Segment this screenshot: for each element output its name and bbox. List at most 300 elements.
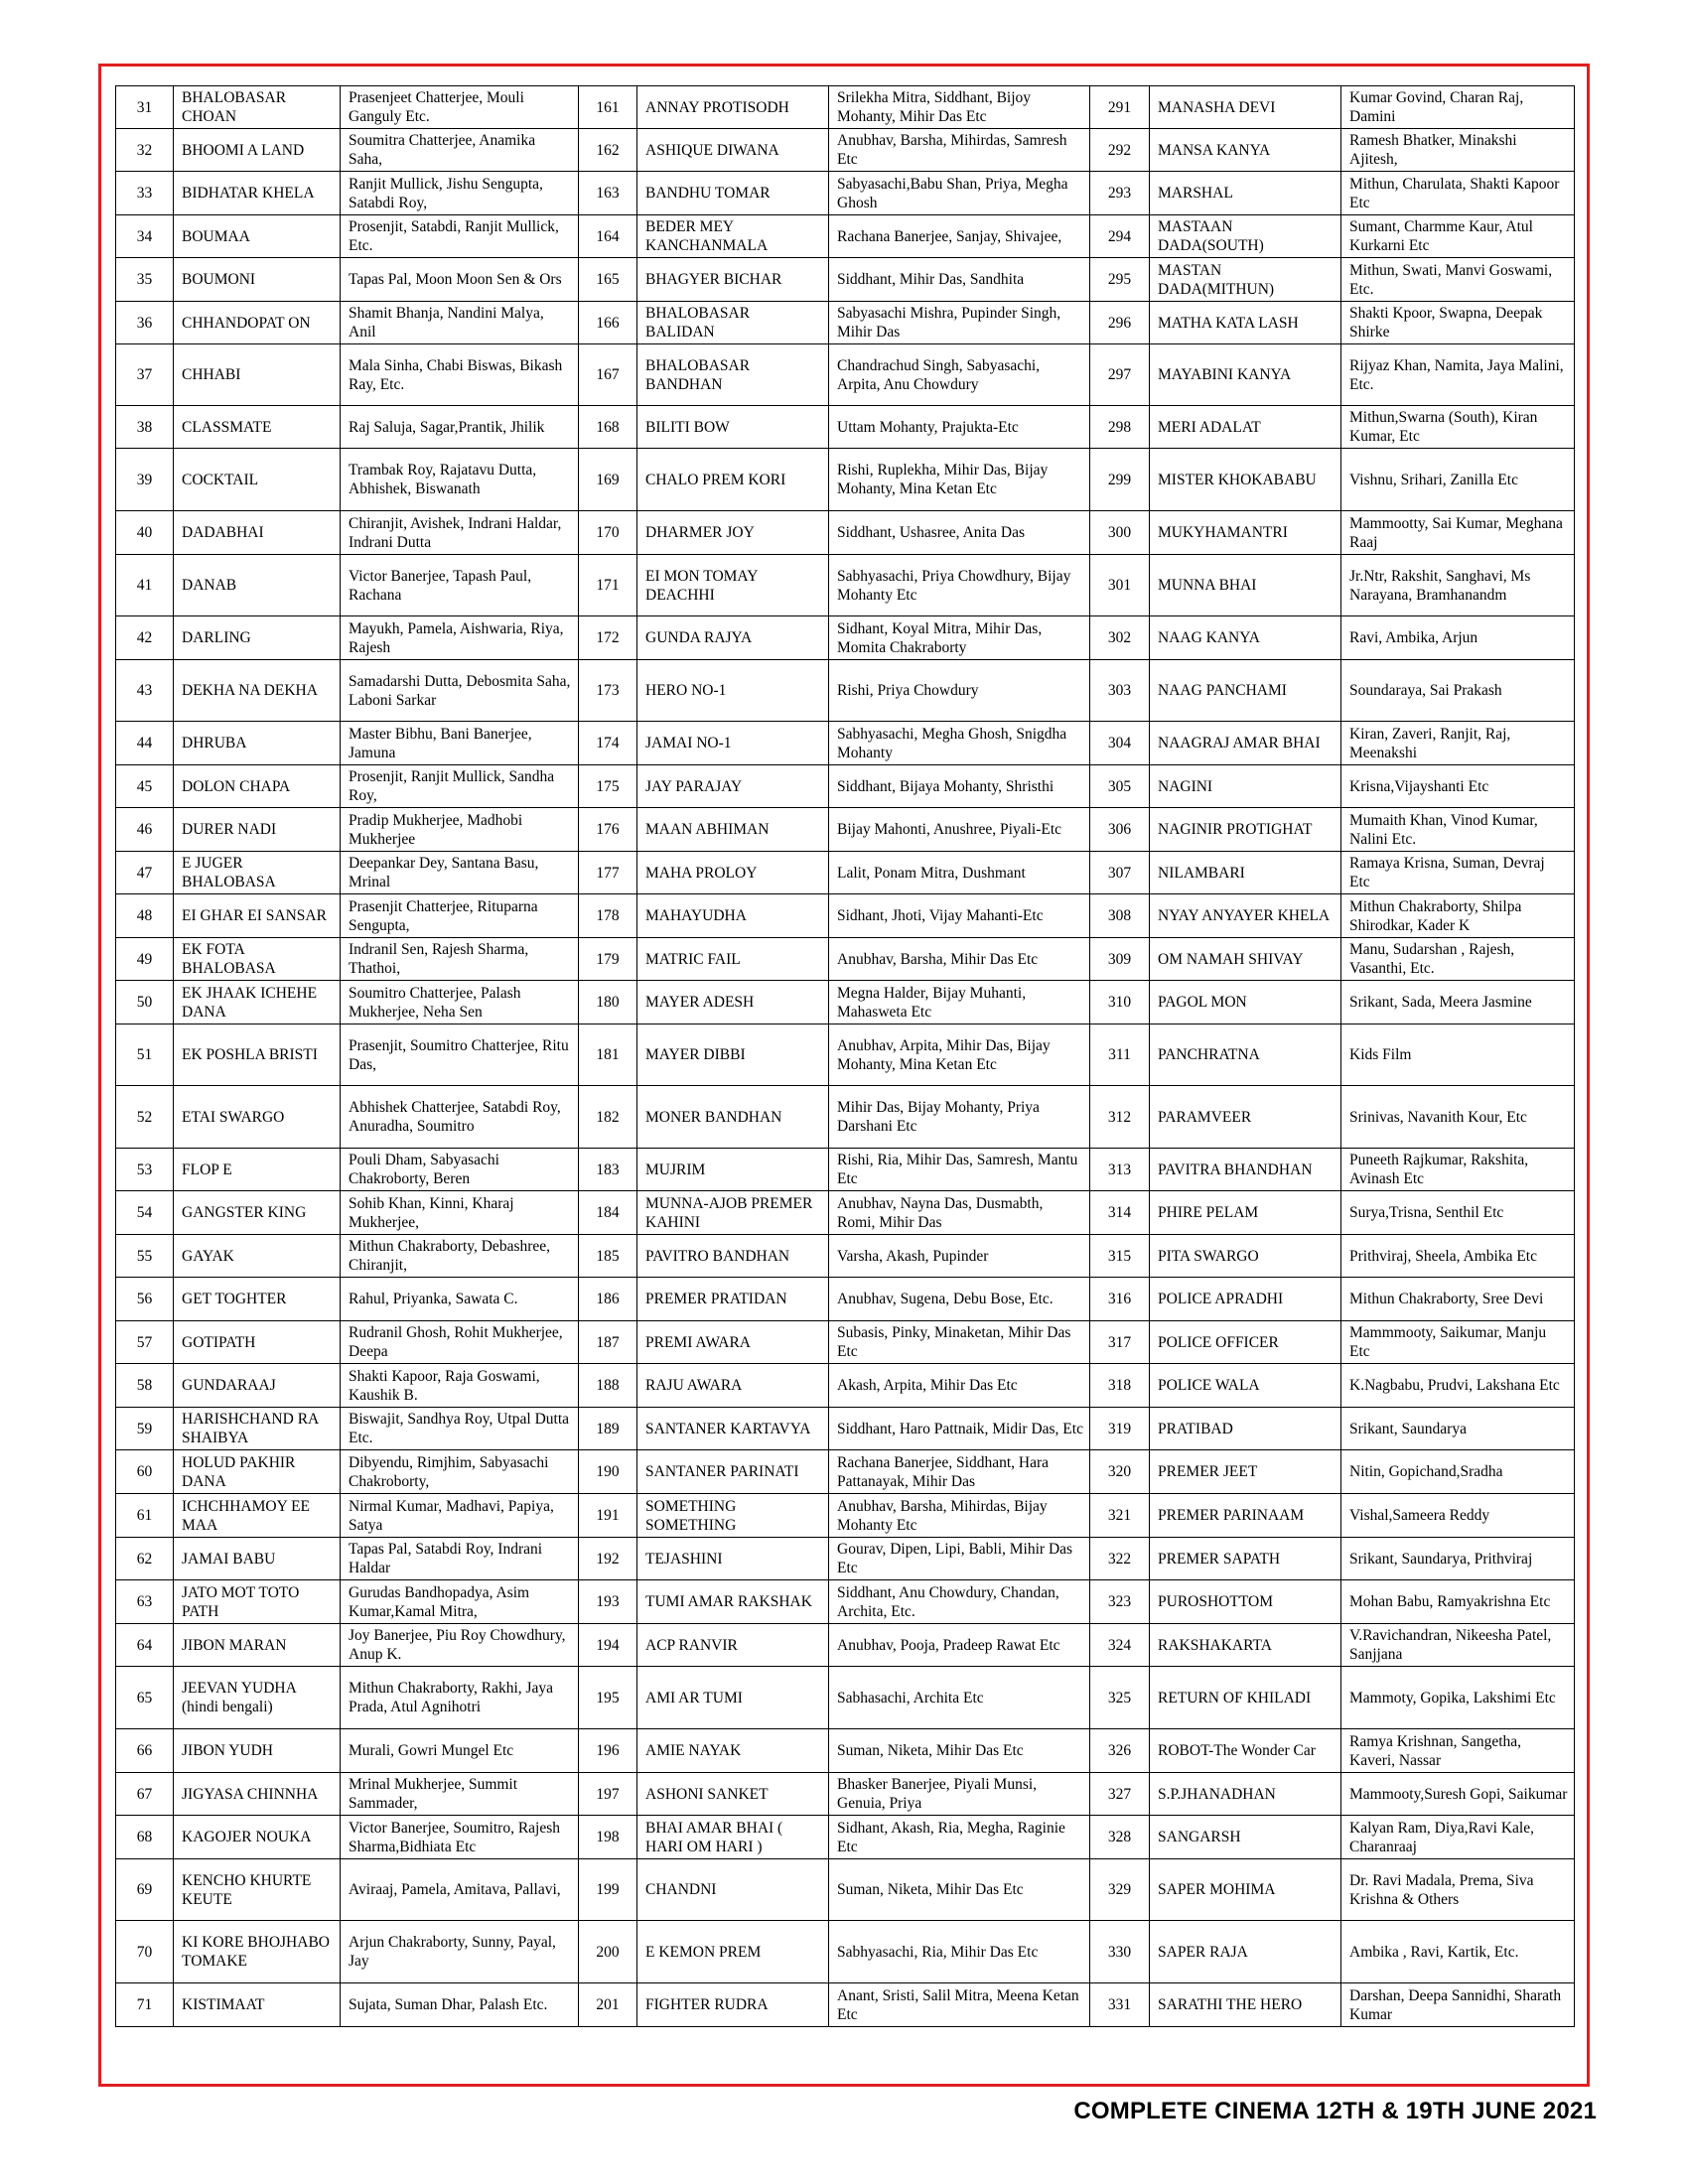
- serial-number-cell: 35: [116, 258, 174, 302]
- serial-number-cell: 65: [116, 1667, 174, 1729]
- film-title-cell: PUROSHOTTOM: [1150, 1580, 1341, 1624]
- cast-cell: Ramesh Bhatker, Minakshi Ajitesh,: [1341, 129, 1575, 172]
- film-title-cell: HERO NO-1: [637, 660, 829, 722]
- film-title-cell: MAHAYUDHA: [637, 894, 829, 938]
- film-title-cell: BOUMAA: [174, 215, 341, 258]
- table-row: [116, 86, 1575, 129]
- cast-cell: Anubhav, Arpita, Mihir Das, Bijay Mohanty, Mina Ketan Etc: [829, 1024, 1090, 1086]
- serial-number-cell: 296: [1090, 302, 1150, 344]
- serial-number-cell: 61: [116, 1494, 174, 1538]
- serial-number-cell: 326: [1090, 1729, 1150, 1773]
- cast-cell: Mrinal Mukherjee, Summit Sammader,: [341, 1773, 579, 1816]
- serial-number-cell: 198: [579, 1816, 637, 1859]
- serial-number-cell: 180: [579, 981, 637, 1024]
- film-title-cell: GANGSTER KING: [174, 1191, 341, 1235]
- serial-number-cell: 298: [1090, 406, 1150, 449]
- serial-number-cell: 62: [116, 1538, 174, 1580]
- serial-number-cell: 51: [116, 1024, 174, 1086]
- serial-number-cell: 46: [116, 808, 174, 852]
- serial-number-cell: 38: [116, 406, 174, 449]
- cast-cell: Akash, Arpita, Mihir Das Etc: [829, 1364, 1090, 1408]
- serial-number-cell: 177: [579, 852, 637, 894]
- cast-cell: Victor Banerjee, Soumitro, Rajesh Sharma,Bidhiata Etc: [341, 1816, 579, 1859]
- cast-cell: Mala Sinha, Chabi Biswas, Bikash Ray, Etc.: [341, 344, 579, 406]
- table-row: [116, 981, 1575, 1024]
- serial-number-cell: 174: [579, 722, 637, 765]
- film-title-cell: JAMAI BABU: [174, 1538, 341, 1580]
- serial-number-cell: 306: [1090, 808, 1150, 852]
- cast-cell: Mohan Babu, Ramyakrishna Etc: [1341, 1580, 1575, 1624]
- film-title-cell: NAAGRAJ AMAR BHAI: [1150, 722, 1341, 765]
- cast-cell: Uttam Mohanty, Prajukta-Etc: [829, 406, 1090, 449]
- film-title-cell: JEEVAN YUDHA (hindi bengali): [174, 1667, 341, 1729]
- serial-number-cell: 55: [116, 1235, 174, 1278]
- serial-number-cell: 327: [1090, 1773, 1150, 1816]
- cast-cell: Anubhav, Barsha, Mihir Das Etc: [829, 938, 1090, 981]
- serial-number-cell: 172: [579, 616, 637, 660]
- cast-cell: Aviraaj, Pamela, Amitava, Pallavi,: [341, 1859, 579, 1921]
- film-title-cell: KENCHO KHURTE KEUTE: [174, 1859, 341, 1921]
- serial-number-cell: 305: [1090, 765, 1150, 808]
- film-title-cell: S.P.JHANADHAN: [1150, 1773, 1341, 1816]
- table-row: [116, 258, 1575, 302]
- table-row: [116, 555, 1575, 616]
- film-title-cell: EI GHAR EI SANSAR: [174, 894, 341, 938]
- cast-cell: Sabhyasachi, Priya Chowdhury, Bijay Mohanty Etc: [829, 555, 1090, 616]
- serial-number-cell: 308: [1090, 894, 1150, 938]
- serial-number-cell: 323: [1090, 1580, 1150, 1624]
- table-row: [116, 660, 1575, 722]
- cast-cell: Kumar Govind, Charan Raj, Damini: [1341, 86, 1575, 129]
- cast-cell: Soundaraya, Sai Prakash: [1341, 660, 1575, 722]
- serial-number-cell: 302: [1090, 616, 1150, 660]
- cast-cell: Siddhant, Anu Chowdury, Chandan, Archita, Etc.: [829, 1580, 1090, 1624]
- serial-number-cell: 312: [1090, 1086, 1150, 1149]
- table-row: [116, 808, 1575, 852]
- film-title-cell: BHAGYER BICHAR: [637, 258, 829, 302]
- serial-number-cell: 58: [116, 1364, 174, 1408]
- serial-number-cell: 60: [116, 1450, 174, 1494]
- film-title-cell: OM NAMAH SHIVAY: [1150, 938, 1341, 981]
- serial-number-cell: 181: [579, 1024, 637, 1086]
- serial-number-cell: 175: [579, 765, 637, 808]
- cast-cell: Mithun, Charulata, Shakti Kapoor Etc: [1341, 172, 1575, 215]
- table-row: [116, 172, 1575, 215]
- serial-number-cell: 194: [579, 1624, 637, 1667]
- cast-cell: Anubhav, Sugena, Debu Bose, Etc.: [829, 1278, 1090, 1321]
- cast-cell: Chiranjit, Avishek, Indrani Haldar, Indrani Dutta: [341, 511, 579, 555]
- serial-number-cell: 173: [579, 660, 637, 722]
- serial-number-cell: 297: [1090, 344, 1150, 406]
- film-title-cell: BILITI BOW: [637, 406, 829, 449]
- film-title-cell: HOLUD PAKHIR DANA: [174, 1450, 341, 1494]
- serial-number-cell: 42: [116, 616, 174, 660]
- film-title-cell: MISTER KHOKABABU: [1150, 449, 1341, 511]
- serial-number-cell: 53: [116, 1149, 174, 1191]
- cast-cell: Victor Banerjee, Tapash Paul, Rachana: [341, 555, 579, 616]
- film-title-cell: PREMER JEET: [1150, 1450, 1341, 1494]
- cast-cell: Bijay Mahonti, Anushree, Piyali-Etc: [829, 808, 1090, 852]
- cast-cell: Sidhant, Koyal Mitra, Mihir Das, Momita Chakraborty: [829, 616, 1090, 660]
- film-title-cell: BIDHATAR KHELA: [174, 172, 341, 215]
- film-title-cell: ACP RANVIR: [637, 1624, 829, 1667]
- film-title-cell: ICHCHHAMOY EE MAA: [174, 1494, 341, 1538]
- serial-number-cell: 295: [1090, 258, 1150, 302]
- film-title-cell: ANNAY PROTISODH: [637, 86, 829, 129]
- cast-cell: Sabhyasachi, Megha Ghosh, Snigdha Mohanty: [829, 722, 1090, 765]
- cast-cell: Rudranil Ghosh, Rohit Mukherjee, Deepa: [341, 1321, 579, 1364]
- cast-cell: Mammoty, Gopika, Lakshimi Etc: [1341, 1667, 1575, 1729]
- serial-number-cell: 325: [1090, 1667, 1150, 1729]
- film-title-cell: CHANDNI: [637, 1859, 829, 1921]
- film-title-cell: ROBOT-The Wonder Car: [1150, 1729, 1341, 1773]
- film-title-cell: PREMER PARINAAM: [1150, 1494, 1341, 1538]
- cast-cell: Gourav, Dipen, Lipi, Babli, Mihir Das Etc: [829, 1538, 1090, 1580]
- table-row: [116, 1321, 1575, 1364]
- table-row: [116, 722, 1575, 765]
- cast-cell: Krisna,Vijayshanti Etc: [1341, 765, 1575, 808]
- cast-cell: Sujata, Suman Dhar, Palash Etc.: [341, 1983, 579, 2027]
- film-title-cell: EK FOTA BHALOBASA: [174, 938, 341, 981]
- serial-number-cell: 31: [116, 86, 174, 129]
- film-title-cell: MUNNA-AJOB PREMER KAHINI: [637, 1191, 829, 1235]
- film-title-cell: BOUMONI: [174, 258, 341, 302]
- cast-cell: K.Nagbabu, Prudvi, Lakshana Etc: [1341, 1364, 1575, 1408]
- table-row: [116, 1024, 1575, 1086]
- serial-number-cell: 164: [579, 215, 637, 258]
- table-row: [116, 616, 1575, 660]
- film-title-cell: SAPER RAJA: [1150, 1921, 1341, 1983]
- cast-cell: Prithviraj, Sheela, Ambika Etc: [1341, 1235, 1575, 1278]
- cast-cell: Rachana Banerjee, Sanjay, Shivajee,: [829, 215, 1090, 258]
- serial-number-cell: 331: [1090, 1983, 1150, 2027]
- cast-cell: Anubhav, Barsha, Mihirdas, Bijay Mohanty Etc: [829, 1494, 1090, 1538]
- film-title-cell: DEKHA NA DEKHA: [174, 660, 341, 722]
- film-title-cell: SANTANER PARINATI: [637, 1450, 829, 1494]
- cast-cell: Tapas Pal, Moon Moon Sen & Ors: [341, 258, 579, 302]
- serial-number-cell: 40: [116, 511, 174, 555]
- cast-cell: Dibyendu, Rimjhim, Sabyasachi Chakroborty,: [341, 1450, 579, 1494]
- film-title-cell: MANSA KANYA: [1150, 129, 1341, 172]
- serial-number-cell: 320: [1090, 1450, 1150, 1494]
- footer-publication-line: COMPLETE CINEMA 12TH & 19TH JUNE 2021: [1073, 2098, 1597, 2124]
- serial-number-cell: 313: [1090, 1149, 1150, 1191]
- serial-number-cell: 71: [116, 1983, 174, 2027]
- serial-number-cell: 68: [116, 1816, 174, 1859]
- cast-cell: Tapas Pal, Satabdi Roy, Indrani Haldar: [341, 1538, 579, 1580]
- serial-number-cell: 32: [116, 129, 174, 172]
- cast-cell: Indranil Sen, Rajesh Sharma, Thathoi,: [341, 938, 579, 981]
- cast-cell: Ramya Krishnan, Sangetha, Kaveri, Nassar: [1341, 1729, 1575, 1773]
- film-title-cell: PANCHRATNA: [1150, 1024, 1341, 1086]
- film-title-cell: MARSHAL: [1150, 172, 1341, 215]
- serial-number-cell: 170: [579, 511, 637, 555]
- serial-number-cell: 199: [579, 1859, 637, 1921]
- table-row: [116, 1859, 1575, 1921]
- serial-number-cell: 59: [116, 1408, 174, 1450]
- table-row: [116, 1816, 1575, 1859]
- film-title-cell: FIGHTER RUDRA: [637, 1983, 829, 2027]
- serial-number-cell: 52: [116, 1086, 174, 1149]
- serial-number-cell: 182: [579, 1086, 637, 1149]
- cast-cell: Nitin, Gopichand,Sradha: [1341, 1450, 1575, 1494]
- serial-number-cell: 184: [579, 1191, 637, 1235]
- film-title-cell: RETURN OF KHILADI: [1150, 1667, 1341, 1729]
- cast-cell: Ranjit Mullick, Jishu Sengupta, Satabdi Roy,: [341, 172, 579, 215]
- cast-cell: V.Ravichandran, Nikeesha Patel, Sanjjana: [1341, 1624, 1575, 1667]
- cast-cell: Surya,Trisna, Senthil Etc: [1341, 1191, 1575, 1235]
- film-title-cell: JAY PARAJAY: [637, 765, 829, 808]
- serial-number-cell: 179: [579, 938, 637, 981]
- film-title-cell: MAYER DIBBI: [637, 1024, 829, 1086]
- cast-cell: Siddhant, Mihir Das, Sandhita: [829, 258, 1090, 302]
- cast-cell: Gurudas Bandhopadya, Asim Kumar,Kamal Mitra,: [341, 1580, 579, 1624]
- cast-cell: Mammmooty, Saikumar, Manju Etc: [1341, 1321, 1575, 1364]
- serial-number-cell: 34: [116, 215, 174, 258]
- table-body: [116, 86, 1575, 2027]
- serial-number-cell: 171: [579, 555, 637, 616]
- serial-number-cell: 201: [579, 1983, 637, 2027]
- film-title-cell: NAAG KANYA: [1150, 616, 1341, 660]
- cast-cell: Rishi, Ria, Mihir Das, Samresh, Mantu Etc: [829, 1149, 1090, 1191]
- film-title-cell: BHOOMI A LAND: [174, 129, 341, 172]
- film-title-cell: BANDHU TOMAR: [637, 172, 829, 215]
- film-title-cell: EK POSHLA BRISTI: [174, 1024, 341, 1086]
- cast-cell: Mammootty, Sai Kumar, Meghana Raaj: [1341, 511, 1575, 555]
- film-title-cell: DOLON CHAPA: [174, 765, 341, 808]
- table-row: [116, 1538, 1575, 1580]
- cast-cell: Siddhant, Haro Pattnaik, Midir Das, Etc: [829, 1408, 1090, 1450]
- film-title-cell: SOMETHING SOMETHING: [637, 1494, 829, 1538]
- film-title-cell: MANASHA DEVI: [1150, 86, 1341, 129]
- serial-number-cell: 314: [1090, 1191, 1150, 1235]
- serial-number-cell: 57: [116, 1321, 174, 1364]
- serial-number-cell: 319: [1090, 1408, 1150, 1450]
- film-title-cell: JIGYASA CHINNHA: [174, 1773, 341, 1816]
- cast-cell: Shakti Kapoor, Raja Goswami, Kaushik B.: [341, 1364, 579, 1408]
- film-title-cell: DHARMER JOY: [637, 511, 829, 555]
- serial-number-cell: 185: [579, 1235, 637, 1278]
- film-title-cell: GET TOGHTER: [174, 1278, 341, 1321]
- cast-cell: Trambak Roy, Rajatavu Dutta, Abhishek, Biswanath: [341, 449, 579, 511]
- film-title-cell: MATRIC FAIL: [637, 938, 829, 981]
- serial-number-cell: 318: [1090, 1364, 1150, 1408]
- table-row: [116, 1667, 1575, 1729]
- serial-number-cell: 190: [579, 1450, 637, 1494]
- serial-number-cell: 196: [579, 1729, 637, 1773]
- serial-number-cell: 294: [1090, 215, 1150, 258]
- serial-number-cell: 188: [579, 1364, 637, 1408]
- serial-number-cell: 64: [116, 1624, 174, 1667]
- cast-cell: Ambika , Ravi, Kartik, Etc.: [1341, 1921, 1575, 1983]
- cast-cell: Soumitro Chatterjee, Palash Mukherjee, Neha Sen: [341, 981, 579, 1024]
- table-row: [116, 1494, 1575, 1538]
- cast-cell: Mithun Chakraborty, Sree Devi: [1341, 1278, 1575, 1321]
- table-row: [116, 1235, 1575, 1278]
- cast-cell: Kids Film: [1341, 1024, 1575, 1086]
- film-title-cell: MUKYHAMANTRI: [1150, 511, 1341, 555]
- film-title-cell: MUJRIM: [637, 1149, 829, 1191]
- table-row: [116, 1983, 1575, 2027]
- film-title-cell: POLICE OFFICER: [1150, 1321, 1341, 1364]
- serial-number-cell: 37: [116, 344, 174, 406]
- film-title-cell: ASHONI SANKET: [637, 1773, 829, 1816]
- serial-number-cell: 193: [579, 1580, 637, 1624]
- serial-number-cell: 162: [579, 129, 637, 172]
- film-title-cell: POLICE APRADHI: [1150, 1278, 1341, 1321]
- film-title-cell: SANGARSH: [1150, 1816, 1341, 1859]
- cast-cell: Master Bibhu, Bani Banerjee, Jamuna: [341, 722, 579, 765]
- film-title-cell: SARATHI THE HERO: [1150, 1983, 1341, 2027]
- cast-cell: Joy Banerjee, Piu Roy Chowdhury, Anup K.: [341, 1624, 579, 1667]
- cast-cell: Vishnu, Srihari, Zanilla Etc: [1341, 449, 1575, 511]
- cast-cell: Suman, Niketa, Mihir Das Etc: [829, 1859, 1090, 1921]
- table-row: [116, 449, 1575, 511]
- film-title-cell: MAHA PROLOY: [637, 852, 829, 894]
- film-title-cell: PARAMVEER: [1150, 1086, 1341, 1149]
- film-title-cell: ASHIQUE DIWANA: [637, 129, 829, 172]
- film-title-cell: PREMER PRATIDAN: [637, 1278, 829, 1321]
- table-row: [116, 406, 1575, 449]
- serial-number-cell: 192: [579, 1538, 637, 1580]
- cast-cell: Mithun, Swati, Manvi Goswami, Etc.: [1341, 258, 1575, 302]
- film-title-cell: E KEMON PREM: [637, 1921, 829, 1983]
- table-row: [116, 1191, 1575, 1235]
- cast-cell: Prosenjit, Satabdi, Ranjit Mullick, Etc.: [341, 215, 579, 258]
- film-title-cell: MAYER ADESH: [637, 981, 829, 1024]
- table-row: [116, 129, 1575, 172]
- film-title-cell: JAMAI NO-1: [637, 722, 829, 765]
- cast-cell: Puneeth Rajkumar, Rakshita, Avinash Etc: [1341, 1149, 1575, 1191]
- table-row: [116, 1580, 1575, 1624]
- film-title-cell: DHRUBA: [174, 722, 341, 765]
- serial-number-cell: 317: [1090, 1321, 1150, 1364]
- cast-cell: Ravi, Ambika, Arjun: [1341, 616, 1575, 660]
- cast-cell: Lalit, Ponam Mitra, Dushmant: [829, 852, 1090, 894]
- film-title-cell: AMIE NAYAK: [637, 1729, 829, 1773]
- cast-cell: Suman, Niketa, Mihir Das Etc: [829, 1729, 1090, 1773]
- serial-number-cell: 167: [579, 344, 637, 406]
- cast-cell: Arjun Chakraborty, Sunny, Payal, Jay: [341, 1921, 579, 1983]
- film-title-cell: MATHA KATA LASH: [1150, 302, 1341, 344]
- serial-number-cell: 307: [1090, 852, 1150, 894]
- cast-cell: Sabyasachi Mishra, Pupinder Singh, Mihir Das: [829, 302, 1090, 344]
- cast-cell: Kalyan Ram, Diya,Ravi Kale, Charanraaj: [1341, 1816, 1575, 1859]
- film-title-cell: GUNDARAAJ: [174, 1364, 341, 1408]
- cast-cell: Varsha, Akash, Pupinder: [829, 1235, 1090, 1278]
- cast-cell: Sohib Khan, Kinni, Kharaj Mukherjee,: [341, 1191, 579, 1235]
- table-row: [116, 1624, 1575, 1667]
- cast-cell: Deepankar Dey, Santana Basu, Mrinal: [341, 852, 579, 894]
- cast-cell: Shakti Kpoor, Swapna, Deepak Shirke: [1341, 302, 1575, 344]
- cast-cell: Mihir Das, Bijay Mohanty, Priya Darshani Etc: [829, 1086, 1090, 1149]
- film-title-cell: KISTIMAAT: [174, 1983, 341, 2027]
- film-title-cell: SAPER MOHIMA: [1150, 1859, 1341, 1921]
- cast-cell: Rijyaz Khan, Namita, Jaya Malini, Etc.: [1341, 344, 1575, 406]
- serial-number-cell: 301: [1090, 555, 1150, 616]
- serial-number-cell: 168: [579, 406, 637, 449]
- serial-number-cell: 50: [116, 981, 174, 1024]
- serial-number-cell: 299: [1090, 449, 1150, 511]
- cast-cell: Biswajit, Sandhya Roy, Utpal Dutta Etc.: [341, 1408, 579, 1450]
- film-title-cell: NAAG PANCHAMI: [1150, 660, 1341, 722]
- serial-number-cell: 56: [116, 1278, 174, 1321]
- film-title-cell: MONER BANDHAN: [637, 1086, 829, 1149]
- serial-number-cell: 176: [579, 808, 637, 852]
- cast-cell: Manu, Sudarshan , Rajesh, Vasanthi, Etc.: [1341, 938, 1575, 981]
- serial-number-cell: 178: [579, 894, 637, 938]
- serial-number-cell: 69: [116, 1859, 174, 1921]
- serial-number-cell: 186: [579, 1278, 637, 1321]
- cast-cell: Mithun Chakraborty, Shilpa Shirodkar, Kader K: [1341, 894, 1575, 938]
- table-row: [116, 1278, 1575, 1321]
- cast-cell: Vishal,Sameera Reddy: [1341, 1494, 1575, 1538]
- film-title-cell: PRATIBAD: [1150, 1408, 1341, 1450]
- serial-number-cell: 66: [116, 1729, 174, 1773]
- cast-cell: Srikant, Sada, Meera Jasmine: [1341, 981, 1575, 1024]
- serial-number-cell: 47: [116, 852, 174, 894]
- film-title-cell: POLICE WALA: [1150, 1364, 1341, 1408]
- film-title-cell: BHALOBASAR BANDHAN: [637, 344, 829, 406]
- film-title-cell: MERI ADALAT: [1150, 406, 1341, 449]
- serial-number-cell: 161: [579, 86, 637, 129]
- cast-cell: Soumitra Chatterjee, Anamika Saha,: [341, 129, 579, 172]
- film-title-cell: CHHABI: [174, 344, 341, 406]
- film-title-cell: DANAB: [174, 555, 341, 616]
- film-title-cell: CHHANDOPAT ON: [174, 302, 341, 344]
- film-title-cell: CLASSMATE: [174, 406, 341, 449]
- cast-cell: Pouli Dham, Sabyasachi Chakroborty, Beren: [341, 1149, 579, 1191]
- serial-number-cell: 309: [1090, 938, 1150, 981]
- serial-number-cell: 70: [116, 1921, 174, 1983]
- film-title-cell: KAGOJER NOUKA: [174, 1816, 341, 1859]
- cast-cell: Mithun Chakraborty, Rakhi, Jaya Prada, Atul Agnihotri: [341, 1667, 579, 1729]
- table-row: [116, 511, 1575, 555]
- film-title-cell: PAGOL MON: [1150, 981, 1341, 1024]
- film-title-cell: MASTAN DADA(MITHUN): [1150, 258, 1341, 302]
- cast-cell: Anant, Sristi, Salil Mitra, Meena Ketan Etc: [829, 1983, 1090, 2027]
- film-title-cell: MASTAAN DADA(SOUTH): [1150, 215, 1341, 258]
- table-row: [116, 765, 1575, 808]
- serial-number-cell: 169: [579, 449, 637, 511]
- cast-cell: Anubhav, Barsha, Mihirdas, Samresh Etc: [829, 129, 1090, 172]
- serial-number-cell: 36: [116, 302, 174, 344]
- cast-cell: Raj Saluja, Sagar,Prantik, Jhilik: [341, 406, 579, 449]
- film-title-cell: BHAI AMAR BHAI ( HARI OM HARI ): [637, 1816, 829, 1859]
- film-listing-table: [115, 85, 1575, 2027]
- film-title-cell: PREMER SAPATH: [1150, 1538, 1341, 1580]
- serial-number-cell: 41: [116, 555, 174, 616]
- cast-cell: Sabyasachi,Babu Shan, Priya, Megha Ghosh: [829, 172, 1090, 215]
- table-row: [116, 894, 1575, 938]
- cast-cell: Siddhant, Ushasree, Anita Das: [829, 511, 1090, 555]
- film-title-cell: RAKSHAKARTA: [1150, 1624, 1341, 1667]
- film-title-cell: GUNDA RAJYA: [637, 616, 829, 660]
- serial-number-cell: 49: [116, 938, 174, 981]
- film-title-cell: NYAY ANYAYER KHELA: [1150, 894, 1341, 938]
- film-title-cell: NAGINI: [1150, 765, 1341, 808]
- serial-number-cell: 330: [1090, 1921, 1150, 1983]
- film-title-cell: COCKTAIL: [174, 449, 341, 511]
- serial-number-cell: 197: [579, 1773, 637, 1816]
- cast-cell: Srinivas, Navanith Kour, Etc: [1341, 1086, 1575, 1149]
- serial-number-cell: 315: [1090, 1235, 1150, 1278]
- cast-cell: Murali, Gowri Mungel Etc: [341, 1729, 579, 1773]
- serial-number-cell: 165: [579, 258, 637, 302]
- film-title-cell: EK JHAAK ICHEHE DANA: [174, 981, 341, 1024]
- serial-number-cell: 303: [1090, 660, 1150, 722]
- cast-cell: Mumaith Khan, Vinod Kumar, Nalini Etc.: [1341, 808, 1575, 852]
